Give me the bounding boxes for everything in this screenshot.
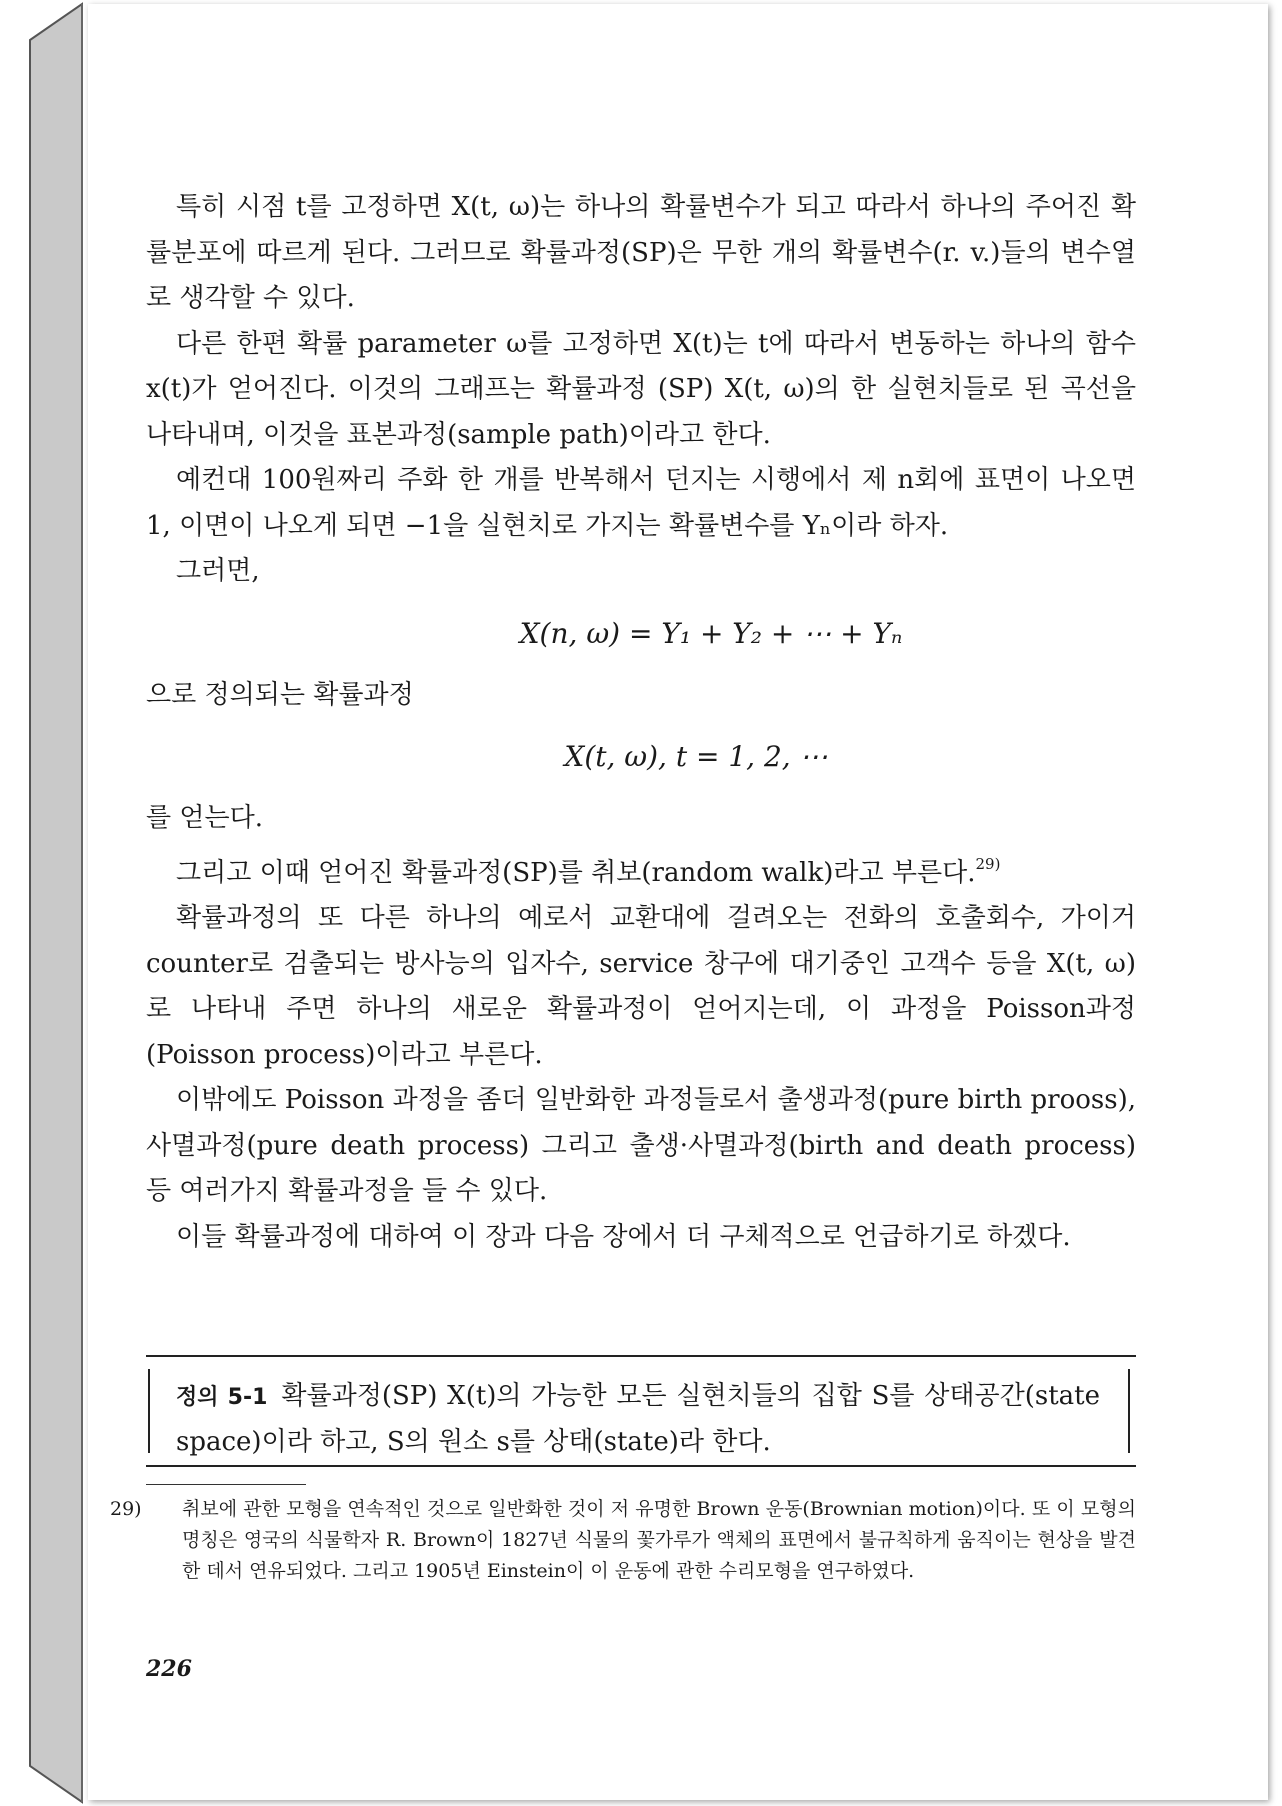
paragraph-fixed-omega: 다른 한편 확률 parameter ω를 고정하면 X(t)는 t에 따라서 변동하는 하나의 함수 x(t)가 얻어진다. 이것의 그래프는 확률과정 (SP) X(t, ω)의 한 실현치들로 된 곡선을 나타내며, 이것을 표본과정(sample path)이라고 한다. — [146, 328, 1136, 450]
definition-left-rule — [148, 1369, 150, 1453]
footnote-reference: 29) — [975, 854, 1001, 873]
paragraph-birth-death: 이밖에도 Poisson 과정을 좀더 일반화한 과정들로서 출생과정(pure birth prooss), 사멸과정(pure death process) 그리고 출생·사멸과정(birth and death process) 등 여러가지 확률과정을 들 수 있다. — [146, 1085, 1136, 1206]
random-walk-text: 그리고 이때 얻어진 확률과정(SP)를 취보(random walk)라고 부른다. — [176, 857, 976, 888]
paragraph-random-walk — [146, 842, 1136, 897]
definition-content — [176, 1374, 1100, 1465]
book-spine — [0, 0, 88, 1806]
page-number: 226 — [146, 1656, 192, 1682]
paragraph-defined-as: 으로 정의되는 확률과정 — [146, 679, 414, 710]
paragraph-then: 그러면, — [176, 556, 260, 586]
definition-box — [146, 1355, 1136, 1467]
footnote-body — [110, 1494, 1136, 1587]
paragraph-poisson: 확률과정의 또 다른 하나의 예로서 교환대에 걸려오는 전화의 호출회수, 가이거 counter로 검출되는 방사능의 입자수, service 창구에 대기중인 고객수 등을 X(t, ω)로 나타내 주면 하나의 새로운 확률과정이 얻어지는데, 이 과정을 Poisson과정(Poisson process)이라고 부른다. — [146, 903, 1136, 1070]
paragraph-fixed-time: 특히 시점 t를 고정하면 X(t, ω)는 하나의 확률변수가 되고 따라서 하나의 주어진 확률분포에 따르게 된다. 그러므로 확률과정(SP)은 무한 개의 확률변수(r. v.)들의 변수열로 생각할 수 있다. — [146, 192, 1136, 313]
definition-right-rule — [1128, 1369, 1130, 1453]
paragraph-obtain: 를 얻는다. — [146, 803, 263, 833]
equation-process: X(t, ω), t = 1, 2, ⋯ — [564, 740, 828, 773]
footnote-rule — [146, 1484, 306, 1485]
footnote-number: 29) — [110, 1498, 142, 1520]
paragraph-chapter-note: 이들 확률과정에 대하여 이 장과 다음 장에서 더 구체적으로 언급하기로 하겠다. — [176, 1221, 1071, 1252]
equation-sum: X(n, ω) = Y₁ + Y₂ + ⋯ + Yₙ — [519, 616, 903, 650]
definition-label: 정의 5-1 — [176, 1385, 268, 1410]
footnote — [110, 1494, 1136, 1587]
body-text — [146, 185, 1136, 1260]
definition-text: 확률과정(SP) X(t)의 가능한 모든 실현치들의 집합 S를 상태공간(state space)이라 하고, S의 원소 s를 상태(state)라 한다. — [176, 1381, 1100, 1457]
paragraph-coin-example: 예컨대 100원짜리 주화 한 개를 반복해서 던지는 시행에서 제 n회에 표면이 나오면 1, 이면이 나오게 되면 −1을 실현치로 가지는 확률변수를 Yₙ이라 하자. — [146, 465, 1136, 541]
footnote-text: 취보에 관한 모형을 연속적인 것으로 일반화한 것이 저 유명한 Brown 운동(Brownian motion)이다. 또 이 모형의 명칭은 영국의 식물학자 R. Brown이 1827년 식물의 꽃가루가 액체의 표면에서 불규칙하게 움직이는 현상을 발견한 데서 연유되었다. 그리고 1905년 Einstein이 이 운동에 관한 수리모형을 연구하였다. — [182, 1498, 1136, 1582]
